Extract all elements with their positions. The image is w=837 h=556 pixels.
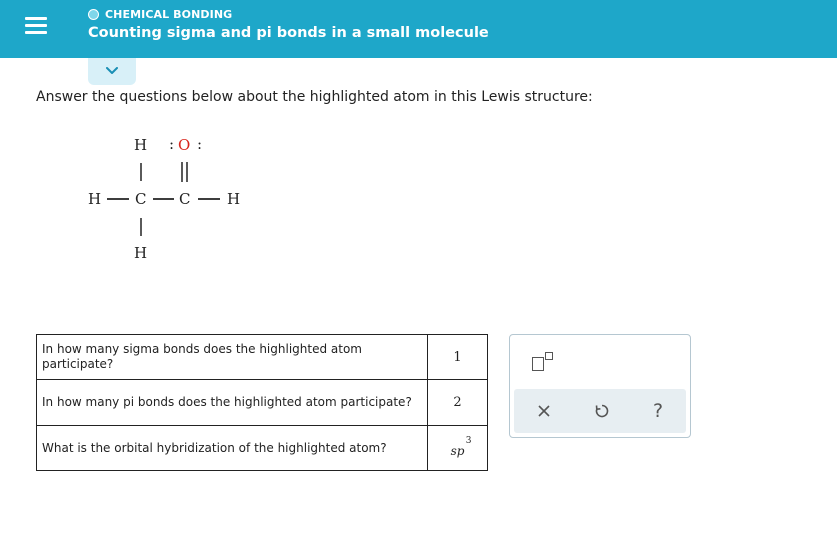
clear-icon — [538, 405, 550, 417]
atom-c1: C — [135, 190, 147, 208]
hybridization-question: What is the orbital hybridization of the highlighted atom? — [37, 426, 428, 471]
category-label: CHEMICAL BONDING — [105, 8, 233, 21]
undo-button[interactable] — [590, 399, 614, 423]
atom-h-right: H — [227, 190, 241, 208]
toolbox-button-row — [514, 389, 686, 433]
hybridization-value — [450, 435, 472, 458]
atom-h-bottom: H — [134, 244, 148, 262]
atom-h-top: H — [134, 136, 148, 154]
atom-h-left: H — [88, 190, 102, 208]
help-button[interactable]: ? — [652, 400, 664, 422]
superscript-icon[interactable] — [532, 351, 556, 373]
question-table — [36, 334, 488, 471]
progress-dot-icon — [88, 9, 99, 20]
menu-icon[interactable] — [22, 14, 50, 38]
undo-icon — [594, 403, 610, 419]
hybridization-answer-field[interactable] — [428, 426, 488, 471]
atom-c2: C — [179, 190, 191, 208]
header-bar — [0, 0, 837, 58]
sigma-answer-field[interactable]: 1 — [428, 335, 488, 380]
page-title: Counting sigma and pi bonds in a small molecule — [88, 25, 489, 41]
pi-answer-field[interactable]: 2 — [428, 380, 488, 426]
table-row — [37, 426, 488, 471]
lewis-structure — [70, 125, 290, 275]
sigma-question: In how many sigma bonds does the highlighted atom participate? — [37, 335, 428, 380]
atom-oxygen-highlighted: O — [178, 136, 191, 154]
clear-button[interactable] — [532, 399, 556, 423]
lone-pair-left: : — [169, 135, 175, 153]
collapse-toggle-button[interactable] — [88, 58, 136, 85]
category-row — [88, 8, 232, 21]
question-prompt: Answer the questions below about the highlighted atom in this Lewis structure: — [36, 89, 593, 105]
table-row — [37, 335, 488, 380]
chevron-down-icon — [106, 67, 118, 75]
lone-pair-right: : — [197, 135, 203, 153]
table-row — [37, 380, 488, 426]
hybridization-base: sp — [450, 443, 465, 458]
pi-question: In how many pi bonds does the highlighted atom participate? — [37, 380, 428, 426]
answer-toolbox — [509, 334, 691, 438]
hybridization-exponent: 3 — [465, 435, 472, 446]
